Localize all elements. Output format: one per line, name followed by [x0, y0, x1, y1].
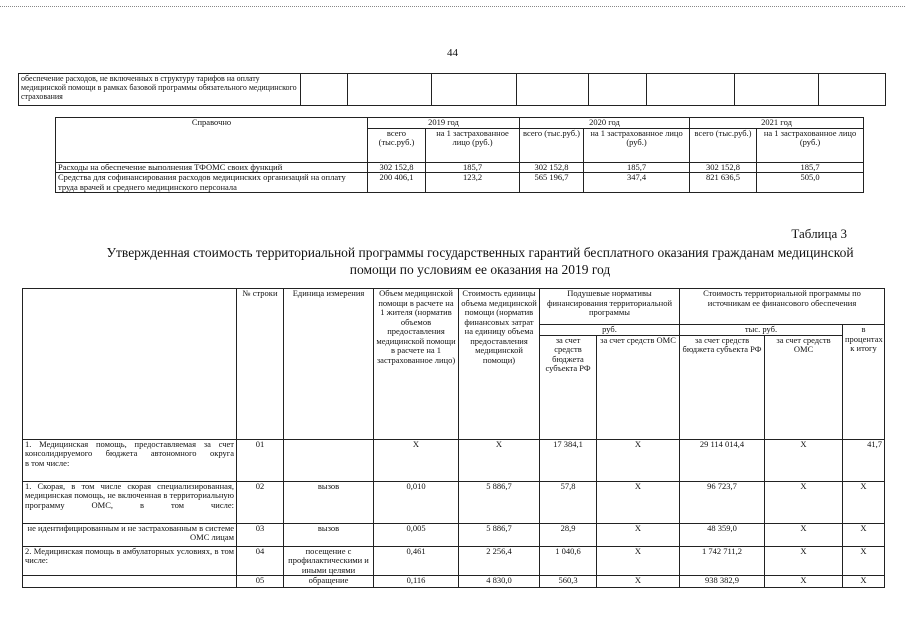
row-prog-budget: 96 723,7 — [680, 481, 765, 523]
header-pc-budget: за счет средств бюджета субъекта РФ — [540, 335, 597, 439]
page-number: 44 — [447, 47, 458, 59]
row-volume: 0,005 — [374, 523, 459, 546]
row-pc-budget: 17 384,1 — [540, 439, 597, 481]
cell-value: 185,7 — [584, 162, 690, 173]
row-no: 01 — [237, 439, 284, 481]
subheader-total: всего (тыс.руб.) — [690, 128, 757, 162]
row-unit — [284, 439, 374, 481]
row-volume: 0,461 — [374, 546, 459, 576]
row-cost: X — [459, 439, 540, 481]
row-cost: 5 886,7 — [459, 523, 540, 546]
row-percent: X — [843, 546, 885, 576]
year-2020: 2020 год — [520, 118, 690, 129]
row-prog-budget: 48 359,0 — [680, 523, 765, 546]
table-title: Утвержденная стоимость территориальной программы государственных гарантий бесплатного оказания гражданам медицинской помощи по условиям ее оказания на 2019 год — [106, 245, 854, 277]
table-label: Таблица 3 — [791, 226, 847, 241]
subheader-total: всего (тыс.руб.) — [520, 128, 584, 162]
row-label-sub: в том числе: — [25, 457, 70, 468]
table-3 — [22, 288, 885, 588]
year-2019: 2019 год — [368, 118, 520, 129]
row-unit: обращение — [284, 576, 374, 588]
table-row — [23, 576, 885, 588]
header-percent: в процентах к итогу — [843, 325, 885, 440]
table-row — [23, 523, 885, 546]
header-per-capita: Подушевые нормативы финансирования территориальной программы — [540, 289, 680, 325]
table-row — [23, 439, 885, 481]
scan-top-edge — [0, 6, 905, 7]
header-prog-oms: за счет средств ОМС — [765, 335, 843, 439]
row-label — [23, 439, 237, 481]
row-pc-budget: 28,9 — [540, 523, 597, 546]
year-2021: 2021 год — [690, 118, 864, 129]
row-label: Средства для софинансирования расходов медицинских организаций на оплату труда врачей и среднего медицинского персонала — [56, 173, 368, 193]
row-prog-oms: X — [765, 439, 843, 481]
row-pc-oms: X — [597, 439, 680, 481]
row-no: 02 — [237, 481, 284, 523]
row-volume: 0,116 — [374, 576, 459, 588]
row-percent: X — [843, 481, 885, 523]
row-percent: X — [843, 523, 885, 546]
row-pc-budget: 57,8 — [540, 481, 597, 523]
row-label: 2. Медицинская помощь в амбулаторных условиях, в том числе: — [23, 546, 237, 576]
row-label-text: 1. Медицинская помощь, предоставляемая за счет консолидируемого бюджета автономного округа — [25, 439, 234, 458]
row-pc-oms: X — [597, 523, 680, 546]
cell-value: 565 196,7 — [520, 173, 584, 193]
cell-value: 302 152,8 — [368, 162, 426, 173]
row-pc-oms: X — [597, 481, 680, 523]
top-row-label: обеспечение расходов, не включенных в структуру тарифов на оплату медицинской помощи в рамках базовой программы обязательного медицинского страхования — [19, 74, 301, 106]
row-prog-budget: 938 382,9 — [680, 576, 765, 588]
table-row — [23, 546, 885, 576]
cell-value: 185,7 — [426, 162, 520, 173]
row-label — [23, 576, 237, 588]
header-rub: руб. — [540, 325, 680, 336]
row-pc-oms: X — [597, 576, 680, 588]
row-prog-budget: 1 742 711,2 — [680, 546, 765, 576]
row-prog-oms: X — [765, 576, 843, 588]
table-row — [23, 481, 885, 523]
header-volume: Объем медицинской помощи в расчете на 1 жителя (норматив объемов предоставления медицинской помощи в расчете на 1 застрахованное лицо) — [374, 289, 459, 440]
header-prog-budget: за счет средств бюджета субъекта РФ — [680, 335, 765, 439]
cell-value: 302 152,8 — [520, 162, 584, 173]
subheader-total: всего (тыс.руб.) — [368, 128, 426, 162]
header-cost: Стоимость единицы объема медицинской помощи (норматив финансовых затрат на единицу объема предоставления медицинской помощи) — [459, 289, 540, 440]
header-program-cost: Стоимость территориальной программы по источникам ее финансового обеспечения — [680, 289, 885, 325]
header-pc-oms: за счет средств ОМС — [597, 335, 680, 439]
row-prog-oms: X — [765, 546, 843, 576]
row-no: 04 — [237, 546, 284, 576]
subheader-per-insured: на 1 застрахованное лицо (руб.) — [584, 128, 690, 162]
row-no: 03 — [237, 523, 284, 546]
row-unit: вызов — [284, 523, 374, 546]
cell-value: 185,7 — [757, 162, 864, 173]
row-label: Расходы на обеспечение выполнения ТФОМС своих функций — [56, 162, 368, 173]
subheader-per-insured: на 1 застрахованное лицо (руб.) — [757, 128, 864, 162]
header-row-no: № строки — [237, 289, 284, 440]
row-unit: посещение с профилактическими и иными целями — [284, 546, 374, 576]
cell-value: 821 636,5 — [690, 173, 757, 193]
row-pc-oms: X — [597, 546, 680, 576]
row-label: 1. Скорая, в том числе скорая специализированная, медицинская помощь, не включенная в территориальную программу ОМС, в том числе: — [23, 481, 237, 523]
cell-value: 347,4 — [584, 173, 690, 193]
reference-table — [55, 117, 864, 193]
row-unit: вызов — [284, 481, 374, 523]
cell-value: 200 406,1 — [368, 173, 426, 193]
row-pc-budget: 560,3 — [540, 576, 597, 588]
subheader-per-insured: на 1 застрахованное лицо (руб.) — [426, 128, 520, 162]
top-continuation-table — [18, 73, 886, 106]
cell-value: 123,2 — [426, 173, 520, 193]
cell-value: 505,0 — [757, 173, 864, 193]
header-empty — [23, 289, 237, 440]
row-percent: 41,7 — [843, 439, 885, 481]
row-volume: 0,010 — [374, 481, 459, 523]
row-cost: 2 256,4 — [459, 546, 540, 576]
reference-header-label: Справочно — [56, 118, 368, 163]
row-no: 05 — [237, 576, 284, 588]
row-percent: X — [843, 576, 885, 588]
table-row — [56, 162, 864, 173]
row-pc-budget: 1 040,6 — [540, 546, 597, 576]
row-cost: 5 886,7 — [459, 481, 540, 523]
row-cost: 4 830,0 — [459, 576, 540, 588]
table-row — [56, 173, 864, 193]
header-unit: Единица измерения — [284, 289, 374, 440]
row-prog-oms: X — [765, 523, 843, 546]
row-volume: X — [374, 439, 459, 481]
row-prog-oms: X — [765, 481, 843, 523]
header-thousand-rub: тыс. руб. — [680, 325, 843, 336]
row-prog-budget: 29 114 014,4 — [680, 439, 765, 481]
row-label: не идентифицированным и не застрахованным в системе ОМС лицам — [23, 523, 237, 546]
cell-value: 302 152,8 — [690, 162, 757, 173]
